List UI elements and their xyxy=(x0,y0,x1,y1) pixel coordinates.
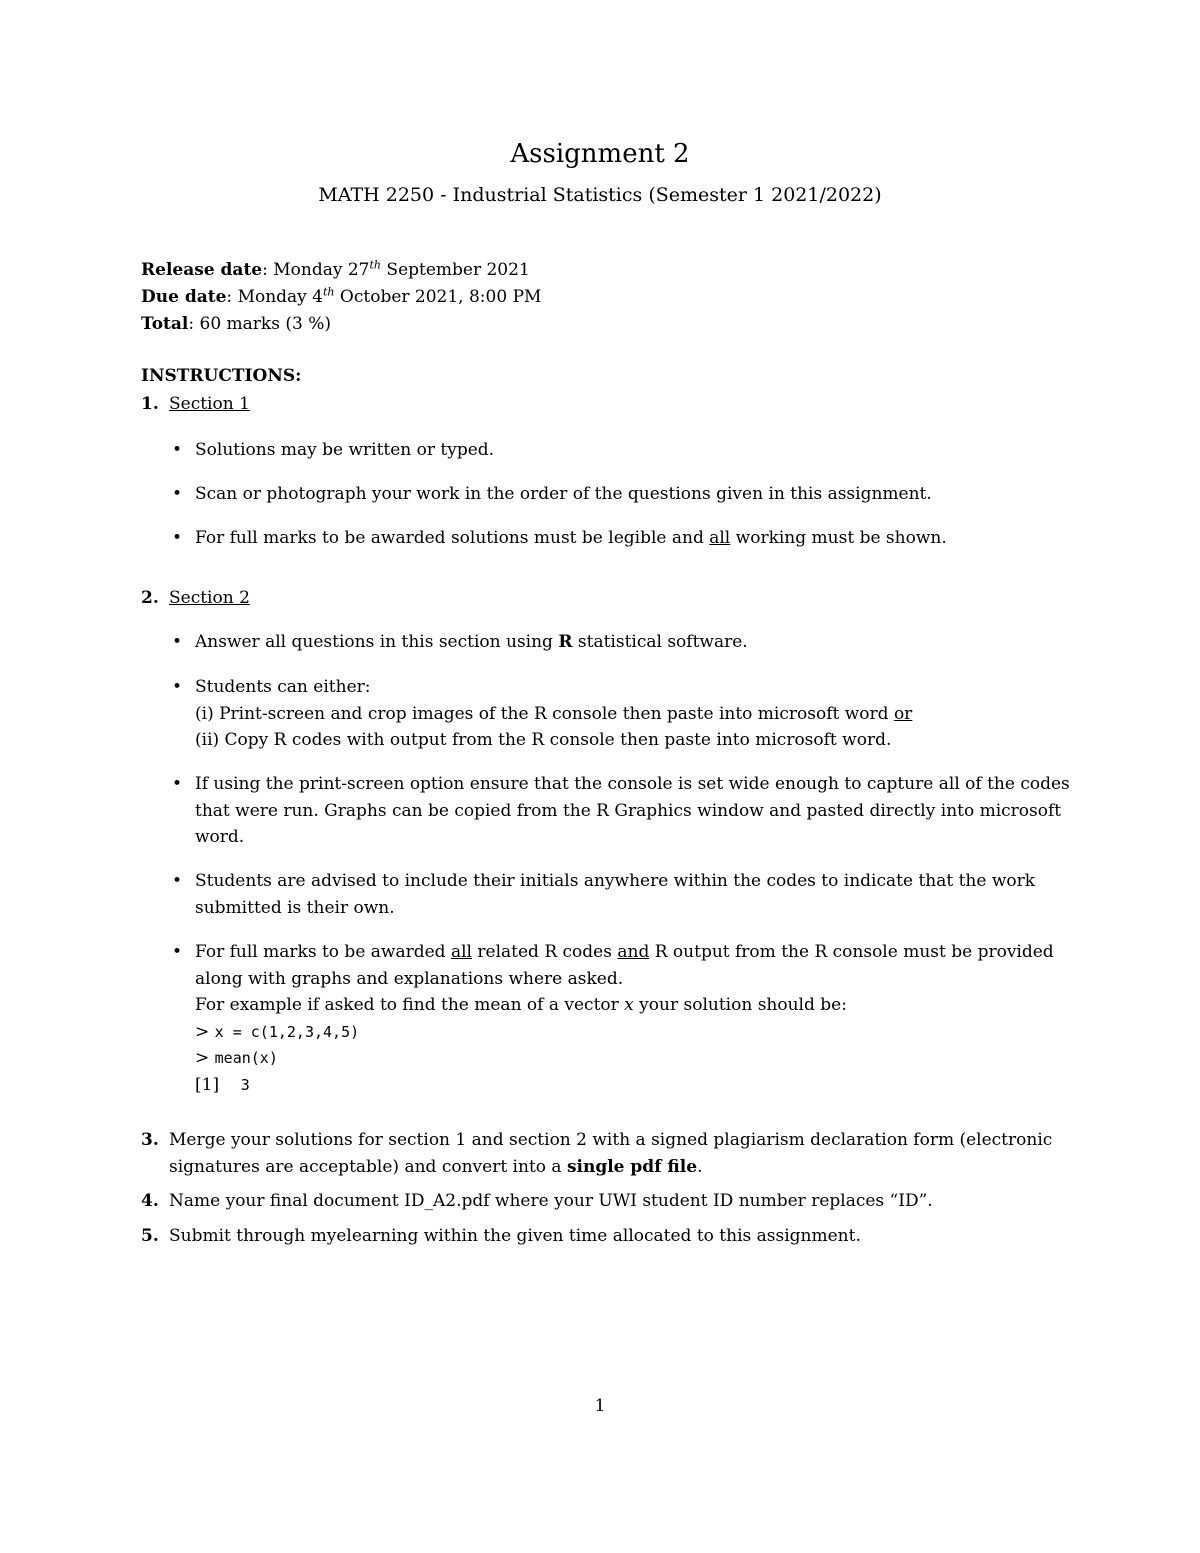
code-line-2: > mean(x) xyxy=(195,1048,278,1068)
section-1-bullet-3: • For full marks to be awarded solutions must be legible and all working must be shown. xyxy=(172,525,1072,552)
bullet-icon: • xyxy=(172,528,183,548)
section-1-bullet-2: • Scan or photograph your work in the order of the questions given in this assignment. xyxy=(172,481,1072,508)
section-1-header xyxy=(141,392,250,416)
total-value: 60 marks (3 %) xyxy=(199,314,331,334)
code-output: [1] 3 xyxy=(195,1074,250,1095)
section-2-label: Section 2 xyxy=(169,588,250,608)
release-date-sup: th xyxy=(369,258,382,272)
release-date-pre: Monday 27 xyxy=(273,260,370,280)
bullet-icon: • xyxy=(172,774,183,794)
due-date-sup: th xyxy=(323,285,335,299)
section-1-bullet-1: • Solutions may be written or typed. xyxy=(172,437,1072,464)
bullet-icon: • xyxy=(172,942,183,962)
due-date-line: Due date: Monday 4th October 2021, 8:00 PM xyxy=(141,285,542,307)
bullet-icon: • xyxy=(172,677,183,697)
bullet-icon: • xyxy=(172,484,183,504)
section-2-bullet-5: • For full marks to be awarded all related R codes and R output from the R console must be provided along with graphs and explanations where asked. For example if asked to find the mean of a vector x your solution should be: > x = c(1,2,3,4,5) > mean(x) [1] 3 xyxy=(172,939,1072,1098)
total-line: Total: 60 marks (3 %) xyxy=(141,314,331,334)
due-date-pre: Monday 4 xyxy=(237,287,323,307)
release-date-post: September 2021 xyxy=(381,260,530,280)
section-2-bullet-2: • Students can either: (i) Print-screen and crop images of the R console then paste into microsoft word or (ii) Copy R codes with output from the R console then paste into microsoft word. xyxy=(172,674,1072,754)
instructions-heading: INSTRUCTIONS: xyxy=(141,366,302,386)
release-date-label: Release date xyxy=(141,260,263,280)
section-1-label: Section 1 xyxy=(169,394,250,414)
section-2-bullet-4: • Students are advised to include their initials anywhere within the codes to indicate that the work submitted is their own. xyxy=(172,868,1072,921)
total-label: Total xyxy=(141,314,189,334)
bullet-icon: • xyxy=(172,440,183,460)
due-date-post: October 2021, 8:00 PM xyxy=(334,287,542,307)
instruction-item-4: 4. Name your final document ID_A2.pdf where your UWI student ID number replaces “ID”. xyxy=(141,1191,933,1211)
code-line-1: > x = c(1,2,3,4,5) xyxy=(195,1021,360,1042)
instruction-item-3: 3. Merge your solutions for section 1 and section 2 with a signed plagiarism declaration form (electronic signatures are acceptable) and convert into a single pdf file. xyxy=(141,1130,1053,1177)
section-2-bullet-1: • Answer all questions in this section using R statistical software. xyxy=(172,629,1072,656)
bullet-icon: • xyxy=(172,632,183,652)
due-date-label: Due date xyxy=(141,287,227,307)
section-2-number: 2. xyxy=(141,588,159,608)
section-2-header xyxy=(141,586,250,610)
document-title: Assignment 2 xyxy=(510,139,690,169)
bullet-icon: • xyxy=(172,871,183,891)
section-2-bullet-3: • If using the print-screen option ensure that the console is set wide enough to capture all of the codes that were run. Graphs can be copied from the R Graphics window and pasted directly into microsoft word. xyxy=(172,771,1072,851)
page-number: 1 xyxy=(594,1396,606,1416)
section-1-number: 1. xyxy=(141,394,159,414)
instruction-item-5: 5. Submit through myelearning within the given time allocated to this assignment. xyxy=(141,1226,861,1246)
document-subtitle: MATH 2250 - Industrial Statistics (Semester 1 2021/2022) xyxy=(318,184,882,206)
release-date-line: Release date: Monday 27th September 2021 xyxy=(141,258,530,280)
